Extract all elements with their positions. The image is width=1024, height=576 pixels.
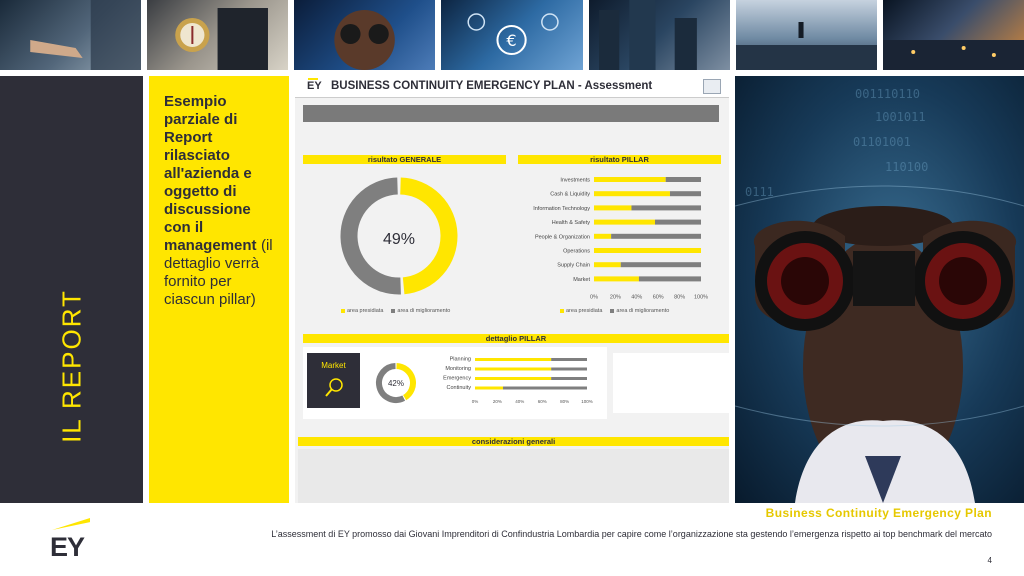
bar-covered: [594, 248, 701, 253]
bar-improvement: [503, 387, 587, 390]
bar-covered: [594, 220, 655, 225]
x-tick-label: 80%: [674, 294, 686, 301]
bar-category-label: Cash & Liquidity: [550, 191, 590, 198]
detail-market-tile: [307, 353, 360, 408]
svg-text:110100: 110100: [885, 160, 929, 174]
bar-covered: [594, 205, 631, 210]
legend-covered-swatch: [560, 309, 564, 313]
photo-euro-icons: [441, 0, 582, 70]
bar-category-label: Planning: [449, 356, 471, 363]
bar-category-label: Market: [573, 276, 590, 283]
legend-improvement-label: area di miglioramento: [397, 308, 451, 314]
considerations-header: considerazioni generali: [298, 437, 729, 446]
considerations-card: [298, 449, 729, 503]
detail-market-label: Market: [321, 361, 346, 370]
bar-improvement: [551, 377, 587, 380]
footer-tagline: Business Continuity Emergency Plan: [765, 506, 992, 520]
x-tick-label: 80%: [560, 399, 570, 404]
bar-category-label: Continuity: [446, 385, 471, 391]
report-brand: EY: [307, 80, 322, 92]
detail-pillar-header: dettaglio PILLAR: [303, 334, 729, 343]
bar-improvement: [551, 368, 587, 371]
x-tick-label: 0%: [471, 399, 479, 404]
legend-covered: [560, 308, 602, 314]
bar-covered: [475, 377, 551, 380]
photo-man-binoculars: [735, 76, 1024, 503]
detail-donut-chart: [373, 360, 419, 406]
section-title: IL REPORT: [56, 289, 87, 443]
bar-improvement: [611, 234, 701, 239]
ey-logo: [50, 518, 94, 564]
bar-category-label: Operations: [563, 248, 590, 255]
x-tick-label: 40%: [515, 399, 525, 404]
legend-covered: [341, 308, 383, 314]
bar-category-label: Supply Chain: [557, 262, 590, 269]
bar-category-label: Monitoring: [445, 366, 471, 372]
bar-improvement: [666, 177, 701, 182]
photo-compass: [147, 0, 288, 70]
svg-text:0111: 0111: [745, 185, 774, 199]
svg-text:01101001: 01101001: [853, 135, 911, 149]
bar-improvement: [631, 205, 701, 210]
x-tick-label: 20%: [492, 399, 502, 404]
detail-bar-chart: [431, 356, 601, 416]
svg-text:€: €: [506, 31, 518, 50]
pillar-result-header: risultato PILLAR: [518, 155, 721, 164]
bar-covered: [594, 276, 639, 281]
bar-category-label: Information Technology: [533, 205, 590, 212]
bar-covered: [594, 234, 611, 239]
x-tick-label: 100%: [693, 294, 709, 301]
client-logo: [703, 79, 721, 94]
report-preview: [295, 76, 729, 503]
ey-logo-bar: [52, 518, 90, 530]
general-donut-chart: [303, 166, 506, 316]
bar-category-label: Health & Safety: [551, 220, 590, 227]
x-tick-label: 0%: [590, 294, 598, 301]
general-result-header: risultato GENERALE: [303, 155, 506, 164]
bar-covered: [594, 262, 621, 267]
detail-card: [303, 347, 607, 419]
detail-notes-card: [613, 353, 729, 413]
legend-improvement-swatch: [391, 309, 395, 313]
bar-covered: [475, 368, 551, 371]
binoculars-illustration: [735, 76, 1024, 503]
x-tick-label: 100%: [581, 399, 593, 404]
x-tick-label: 60%: [652, 294, 664, 301]
bar-covered: [475, 358, 551, 361]
description-panel: [149, 76, 289, 503]
bar-category-label: Emergency: [443, 375, 471, 382]
footer-description: L’assessment di EY promosso dai Giovani Imprenditori di Confindustria Lombardia per capire come l’organizzazione sta gestendo l’emergenza rispetto ai top benchmark del mercato: [271, 529, 992, 539]
photo-city-tower: [589, 0, 730, 70]
bar-category-label: People & Organization: [534, 234, 590, 241]
pillar-bar-chart: [515, 172, 725, 304]
pillar-legend: [560, 308, 669, 314]
x-tick-label: 60%: [537, 399, 547, 404]
sidebar: [0, 76, 143, 503]
legend-improvement-label: area di miglioramento: [616, 308, 670, 314]
legend-improvement: [610, 308, 669, 314]
page-number: 4: [987, 556, 992, 565]
photo-city-night: [883, 0, 1024, 70]
general-percent-label: 49%: [382, 231, 416, 248]
description-bold: Esempio parziale di Report rilasciato all'azienda e oggetto di discussione con il management: [164, 93, 257, 254]
legend-covered-label: area presidiata: [347, 308, 384, 314]
bar-improvement: [551, 358, 587, 361]
legend-covered-swatch: [341, 309, 345, 313]
magnifier-icon: [323, 377, 345, 399]
bar-category-label: Investments: [560, 177, 590, 184]
ey-logo-text: EY: [50, 532, 85, 562]
report-header: [295, 76, 729, 98]
bar-improvement: [655, 220, 701, 225]
bar-improvement: [639, 276, 701, 281]
photo-strip: [0, 0, 1024, 70]
general-legend: [341, 308, 450, 314]
photo-binoculars: [294, 0, 435, 70]
report-banner: [303, 105, 719, 122]
svg-text:001110110: 001110110: [855, 87, 921, 101]
bar-improvement: [670, 191, 701, 196]
legend-covered-label: area presidiata: [566, 308, 603, 314]
bar-covered: [475, 387, 503, 390]
bar-covered: [594, 191, 670, 196]
bar-covered: [594, 177, 666, 182]
legend-improvement: [391, 308, 450, 314]
report-title: BUSINESS CONTINUITY EMERGENCY PLAN - Assessment: [331, 80, 653, 92]
detail-percent-label: 42%: [387, 379, 405, 388]
x-tick-label: 40%: [631, 294, 643, 301]
description-note: (il dettaglio verrà fornito per ciascun pillar): [164, 237, 273, 308]
bar-improvement: [621, 262, 701, 267]
photo-city-dusk: [736, 0, 877, 70]
legend-improvement-swatch: [610, 309, 614, 313]
svg-text:1001011: 1001011: [875, 110, 926, 124]
photo-handshake: [0, 0, 141, 70]
x-tick-label: 20%: [609, 294, 621, 301]
